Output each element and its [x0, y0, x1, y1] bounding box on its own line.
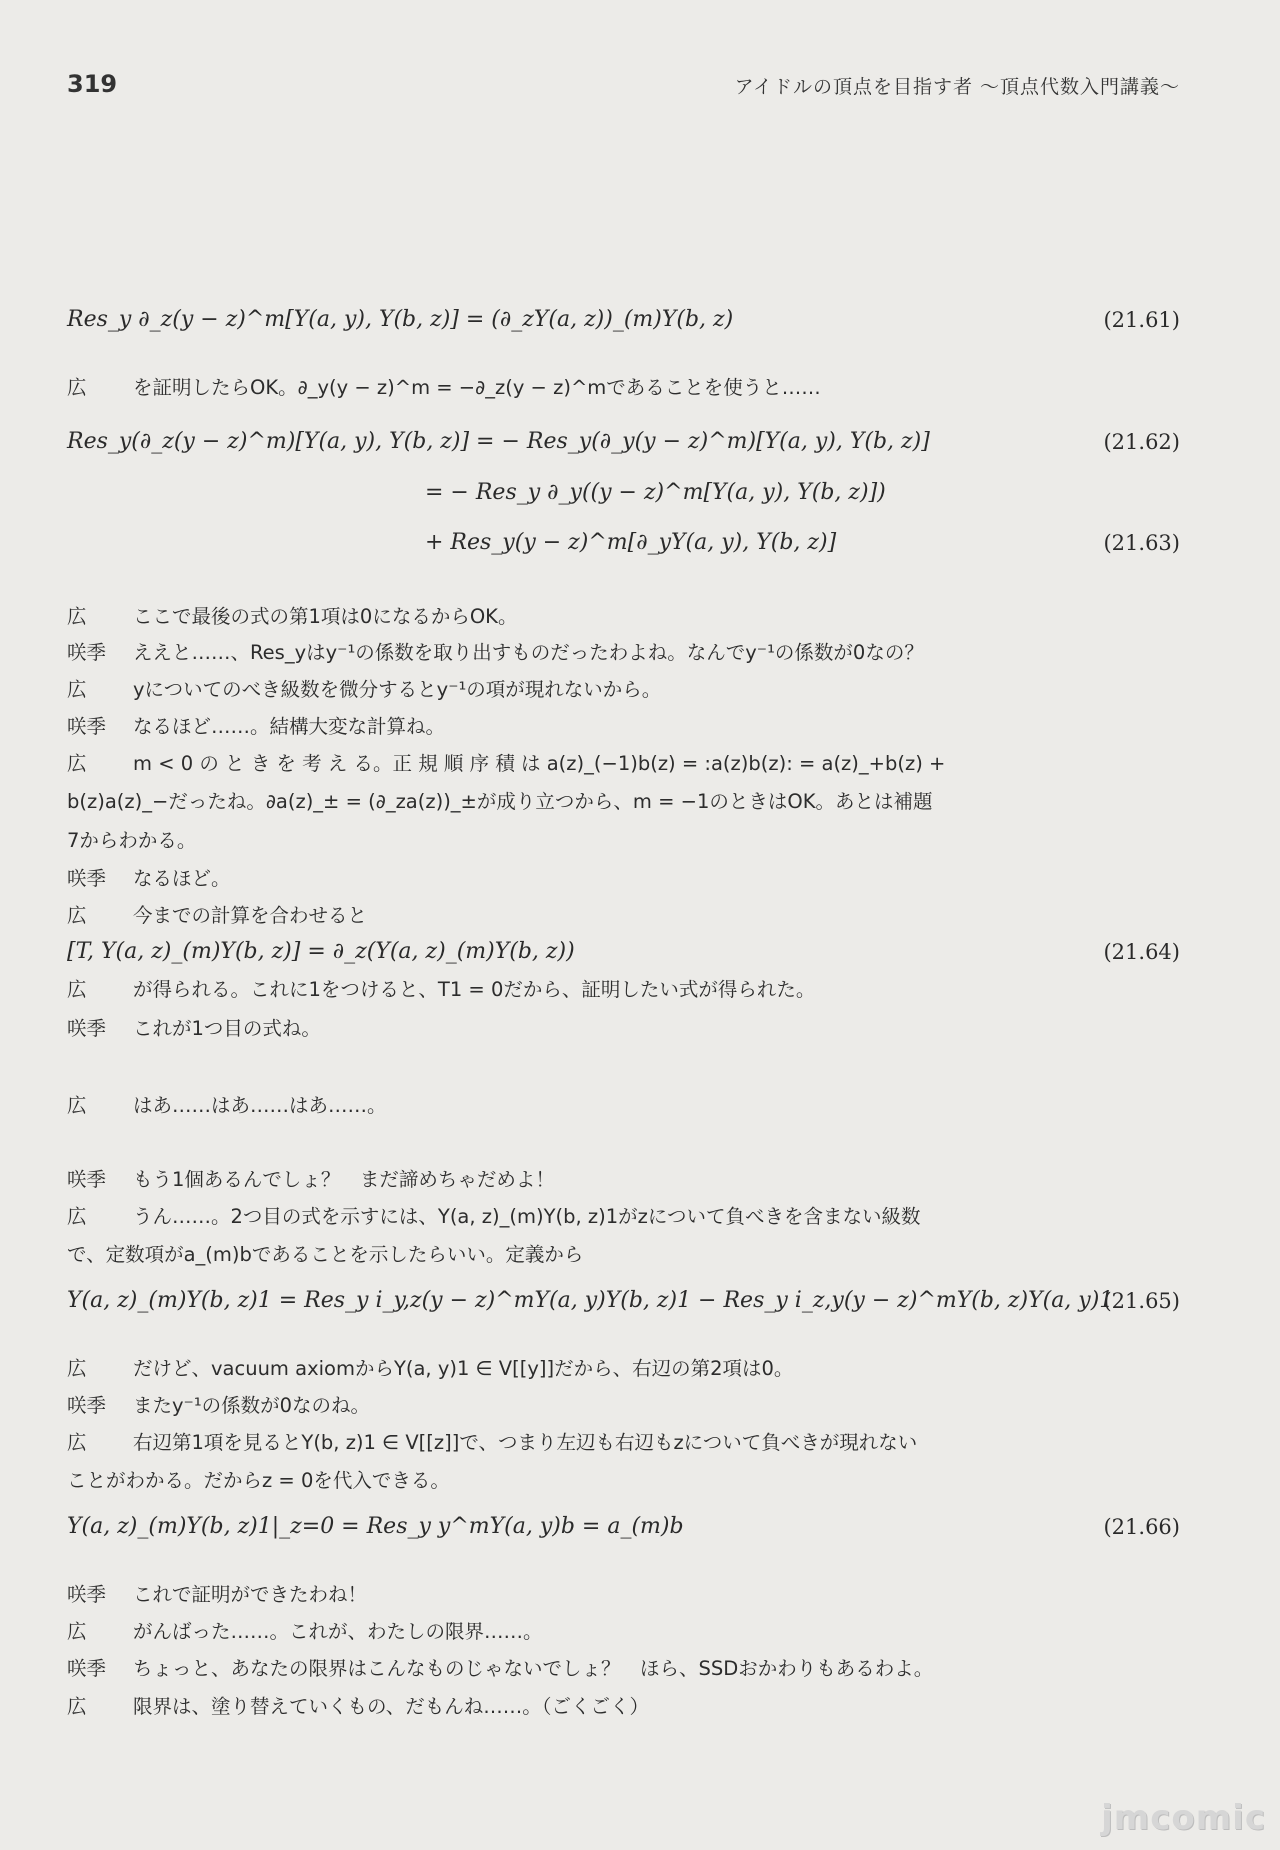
dialogue-text: なるほど。 — [133, 867, 231, 890]
dialogue-text: もう1個あるんでしょ？ まだ諦めちゃだめよ！ — [133, 1168, 555, 1191]
speaker: 広 — [67, 1620, 87, 1643]
speaker: 広 — [67, 376, 87, 399]
equation-number: (21.62) — [1103, 430, 1180, 454]
speaker: 広 — [67, 1695, 87, 1718]
speaker: 咲季 — [67, 641, 107, 664]
equation-number: (21.63) — [1103, 531, 1180, 555]
equation-number: (21.66) — [1103, 1515, 1180, 1539]
speaker: 咲季 — [67, 1657, 107, 1680]
running-title: アイドルの頂点を目指す者 〜頂点代数入門講義〜 — [734, 76, 1180, 98]
speaker: 咲季 — [67, 1583, 107, 1606]
dialogue-text: 7からわかる。 — [67, 829, 197, 852]
dialogue-text: はあ……はあ……はあ……。 — [133, 1094, 387, 1117]
equation-body: Res_y(∂_z(y − z)^m)[Y(a, y), Y(b, z)] = − Res_y(∂_y(y − z)^m)[Y(a, y), Y(b, z)] — [67, 429, 930, 454]
dialogue-text: ええと……、Res_yはy⁻¹の係数を取り出すものだったわよね。なんでy⁻¹の係数が0なの？ — [133, 641, 924, 664]
dialogue-text: なるほど……。結構大変な計算ね。 — [133, 715, 446, 738]
speaker: 咲季 — [67, 1168, 107, 1191]
speaker: 咲季 — [67, 867, 107, 890]
dialogue-text: ことがわかる。だからz = 0を代入できる。 — [67, 1469, 450, 1492]
speaker: 広 — [67, 1357, 87, 1380]
speaker: 広 — [67, 1094, 87, 1117]
speaker: 広 — [67, 978, 87, 1001]
dialogue-text: 今までの計算を合わせると — [133, 904, 368, 927]
dialogue-text: m < 0 の と き を 考 え る。正 規 順 序 積 は a(z)_(−1)b(z) = :a(z)b(z): = a(z)_+b(z) + — [133, 752, 946, 775]
equation-body: Res_y ∂_z(y − z)^m[Y(a, y), Y(b, z)] = (∂_zY(a, z))_(m)Y(b, z) — [67, 307, 734, 332]
equation-number: (21.65) — [1103, 1289, 1180, 1313]
dialogue-text: が得られる。これに1をつけると、T1 = 0だから、証明したい式が得られた。 — [133, 978, 816, 1001]
speaker: 咲季 — [67, 715, 107, 738]
watermark: jmcomic — [1101, 1798, 1266, 1838]
dialogue-text: で、定数項がa_(m)bであることを示したらいい。定義から — [67, 1243, 584, 1266]
equation-body: Y(a, z)_(m)Y(b, z)1 = Res_y i_y,z(y − z)^mY(a, y)Y(b, z)1 − Res_y i_z,y(y − z)^mY(b, z)Y(a, y)1 — [67, 1288, 1114, 1313]
speaker: 広 — [67, 678, 87, 701]
speaker: 広 — [67, 605, 87, 628]
speaker: 広 — [67, 1431, 87, 1454]
equation-body: Y(a, z)_(m)Y(b, z)1|_z=0 = Res_y y^mY(a, y)b = a_(m)b — [67, 1514, 684, 1539]
speaker: 咲季 — [67, 1394, 107, 1417]
dialogue-text: ここで最後の式の第1項は0になるからOK。 — [133, 605, 518, 628]
dialogue-text: うん……。2つ目の式を示すには、Y(a, z)_(m)Y(b, z)1がzについて負べきを含まない級数 — [133, 1205, 921, 1228]
dialogue-text: 右辺第1項を見るとY(b, z)1 ∈ V[[z]]で、つまり左辺も右辺もzについて負べきが現れない — [133, 1431, 918, 1454]
dialogue-text: だけど、vacuum axiomからY(a, y)1 ∈ V[[y]]だから、右辺の第2項は0。 — [133, 1357, 794, 1380]
speaker: 咲季 — [67, 1017, 107, 1040]
speaker: 広 — [67, 904, 87, 927]
speaker: 広 — [67, 752, 87, 775]
dialogue-text: b(z)a(z)_−だったね。∂a(z)_± = (∂_za(z))_±が成り立つから、m = −1のときはOK。あとは補題 — [67, 790, 933, 813]
dialogue-text: 限界は、塗り替えていくもの、だもんね……。（ごくごく） — [133, 1695, 649, 1718]
equation-number: (21.64) — [1103, 940, 1180, 964]
dialogue-text: またy⁻¹の係数が0なのね。 — [133, 1394, 371, 1417]
dialogue-text: を証明したらOK。∂_y(y − z)^m = −∂_z(y − z)^mであることを使うと…… — [133, 376, 821, 399]
equation-number: (21.61) — [1103, 308, 1180, 332]
equation-body: [T, Y(a, z)_(m)Y(b, z)] = ∂_z(Y(a, z)_(m)Y(b, z)) — [67, 939, 575, 964]
equation-body: = − Res_y ∂_y((y − z)^m[Y(a, y), Y(b, z)]) — [425, 480, 886, 505]
equation-body: + Res_y(y − z)^m[∂_yY(a, y), Y(b, z)] — [425, 530, 837, 555]
speaker: 広 — [67, 1205, 87, 1228]
dialogue-text: yについてのべき級数を微分するとy⁻¹の項が現れないから。 — [133, 678, 662, 701]
dialogue-text: これが1つ目の式ね。 — [133, 1017, 321, 1040]
dialogue-text: これで証明ができたわね！ — [133, 1583, 368, 1606]
dialogue-text: がんばった……。これが、わたしの限界……。 — [133, 1620, 543, 1643]
page-number: 319 — [67, 70, 118, 98]
dialogue-text: ちょっと、あなたの限界はこんなものじゃないでしょ？ ほら、SSDおかわりもあるわよ。 — [133, 1657, 934, 1680]
